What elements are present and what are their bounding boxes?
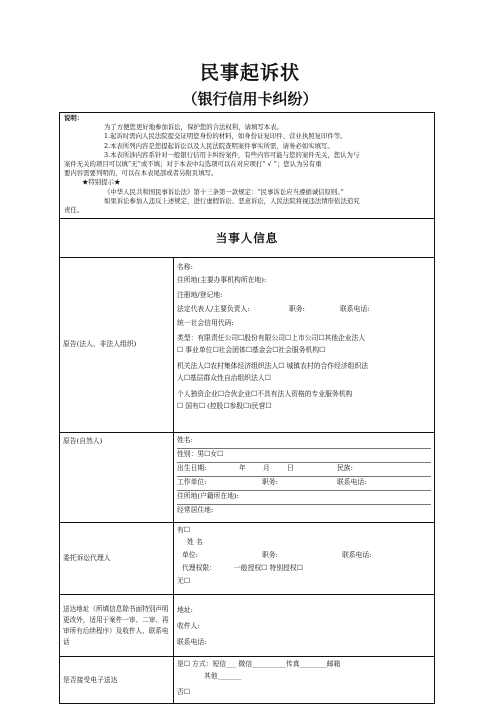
instruction-line: 要内容需要列明的，可以在本表尾部或者另附页填写。 [64,169,218,178]
instruction-line: 3.本表所涉内容系针对一般银行信用卡纠纷案件，有些内容可能与您的案件无关，您认为与 [104,150,360,159]
agent-phone[interactable]: 联系电话: [342,551,372,559]
row-electronic-service [60,657,434,703]
field-representative[interactable]: 法定代表人/主要负责人: [177,305,250,313]
page-subtitle: （银行信用卡纠纷） [182,90,318,108]
row-plaintiff-organization [60,257,434,433]
row-label: 原告(自然人) [60,433,174,522]
agent-position[interactable]: 职务: [262,551,278,559]
org-type-line-6[interactable]: ☐ 国有☐ (控股☐参股☐)民营☐ [177,402,272,410]
field-birth[interactable]: 出生日期: [177,464,207,472]
field-credit-code[interactable]: 统一社会信用代码: [177,319,234,327]
agent-none-checkbox[interactable]: 无☐ [177,577,190,585]
instruction-line: 案件无关的项目可以填“无”或不填；对于本表中勾选项可以在对应项打“ √ ”；您认为另有重 [64,160,322,169]
e-service-other[interactable]: 其他_______ [204,672,242,680]
agent-fields [174,523,434,594]
delivery-address[interactable]: 地址: [177,606,193,614]
complaint-form [59,112,435,704]
field-name[interactable]: 名称: [177,263,193,271]
field-work-row [177,476,431,490]
field-birth-row [177,462,431,476]
instruction-line: 如果诉讼参加人违反上述规定，进行虚假诉讼、恶意诉讼，人民法院将视违法情形依法追究 [104,196,360,205]
org-type-line-4[interactable]: 人☐基层群众性自治组织法人☐ [177,374,271,382]
agent-unit[interactable]: 单位: [182,551,198,559]
plaintiff-person-fields [174,433,434,522]
field-person-phone[interactable]: 联系电话: [337,478,367,486]
agent-authority-row [177,563,431,576]
page-title: 民事起诉状 [199,62,300,84]
instruction-line: 1.起诉时需向人民法院提交证明您身份的材料，如身份证复印件、营业执照复印件等。 [104,132,347,141]
row-label: 原告(法人、非法人组织) [60,257,174,432]
row-label: 送达地址（所填信息除书面特别声明更改外，适用于案件一审、二审、再审所有后续程序）及收件人、联系电话 [60,595,174,656]
field-registration[interactable]: 注册地/登记地: [177,291,223,299]
field-household-address[interactable]: 住所地(户籍所在地): [177,490,431,504]
field-ethnicity[interactable]: 民族: [337,464,353,472]
agent-authority-label: 代理权限： [182,564,216,572]
instruction-line: 2.本表所列内容是您提起诉讼以及人民法院查明案件事实所需，请务必如实填写。 [104,141,334,150]
delivery-fields [174,595,434,656]
e-service-no[interactable]: 否☐ [177,688,190,696]
instruction-line: 为了方便您更好地参加诉讼，保护您的合法权利，请填写本表。 [104,123,283,132]
instructions-box [60,113,434,219]
field-person-position[interactable]: 职务: [262,478,278,486]
field-address[interactable]: 住所地(主要办事机构所在地): [177,276,267,284]
section-title-parties: 当事人信息 [60,219,434,258]
org-type-line-5[interactable]: 个人独资企业☐合伙企业☐不具有法人资格的专业服务机构 [177,390,353,398]
field-residence[interactable]: 经常居住地: [177,504,431,518]
delivery-recipient[interactable]: 收件人: [177,622,200,630]
row-plaintiff-person [60,433,434,523]
special-notice-label: ★特别提示★ [82,178,121,187]
instruction-line: 责任。 [64,206,84,215]
field-gender[interactable]: 性别：男☐女☐ [177,448,431,462]
field-birth-month: 月 [263,464,270,472]
agent-unit-row [177,550,431,563]
instruction-line: 《中华人民共和国民事诉讼法》第十三条第一款规定：“民事诉讼应当遵循诚信原则。” [104,187,344,196]
row-agent [60,523,434,595]
org-type-line-3[interactable]: 机关法人☐农村集体经济组织法人☐ 城镇农村的合作经济组织法 [177,362,369,370]
field-birth-day: 日 [287,464,294,472]
org-type-line-2[interactable]: ☐ 事业单位☐社会团体☐基金会☐社会服务机构☐ [177,346,326,354]
field-position[interactable]: 职务: [289,305,305,313]
field-birth-year: 年 [239,464,246,472]
e-service-yes[interactable]: 是☐ 方式：短信___ 微信__________传真________邮箱 [177,660,341,668]
row-label: 是否接受电子送达 [60,657,174,703]
row-delivery-address [60,595,434,657]
e-service-fields [174,657,434,703]
instructions-label: 说明： [64,114,84,122]
org-type-line-1[interactable]: 类型：有限责任公司☐股份有限公司☐上市公司☐其他企业法人 [177,334,366,342]
agent-authority-options[interactable]: 一般授权☐ 特别授权☐ [234,564,303,572]
row-label: 委托诉讼代理人 [60,523,174,594]
field-representative-row [177,304,431,318]
field-person-name[interactable]: 姓名: [177,436,193,444]
agent-has-checkbox[interactable]: 有☐ [177,526,190,534]
plaintiff-org-fields [174,257,434,432]
delivery-phone[interactable]: 联系电话: [177,638,207,646]
agent-name[interactable]: 姓 名 [187,538,203,546]
field-phone[interactable]: 联系电话: [340,305,370,313]
field-work-unit[interactable]: 工作单位: [177,478,207,486]
